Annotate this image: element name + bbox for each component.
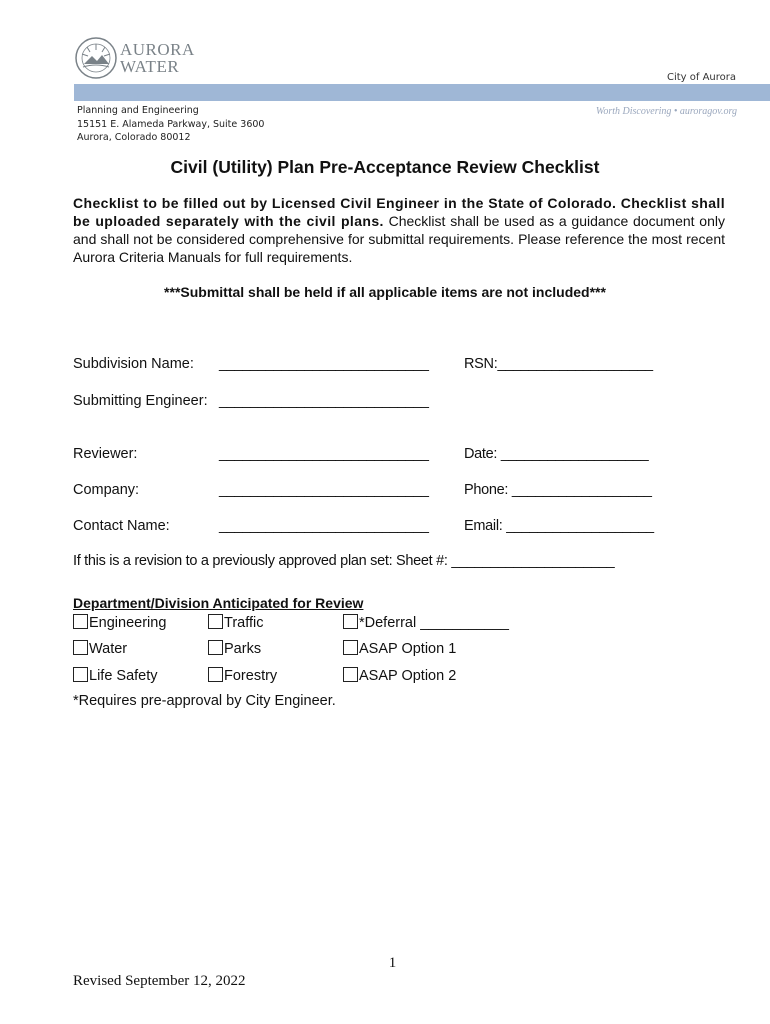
page-number: 1 xyxy=(388,955,397,971)
company-field[interactable]: ___________________________ xyxy=(219,482,429,498)
checkbox-icon[interactable] xyxy=(208,667,223,682)
option-label: Engineering xyxy=(89,615,167,631)
intro-text: Checklist shall be used as a guidance document only and shall not be considered comprehensive for submittal requirements. Please reference the most recent Aurora Criteria Manuals for full requirements. xyxy=(73,213,725,265)
checkbox-traffic[interactable] xyxy=(208,614,263,631)
checkbox-asap-option-2[interactable] xyxy=(343,667,456,684)
reviewer-label: Reviewer: xyxy=(73,446,138,462)
contact-name-label: Contact Name: xyxy=(73,518,170,534)
checkbox-icon[interactable] xyxy=(73,667,88,682)
option-label: ASAP Option 1 xyxy=(359,641,457,657)
phone-field[interactable]: Phone: __________________ xyxy=(464,482,652,498)
sun-mountain-logo-icon xyxy=(74,36,118,80)
date-field[interactable]: Date: ___________________ xyxy=(464,446,649,462)
header-bar xyxy=(74,84,770,101)
option-label: Parks xyxy=(224,641,262,657)
dept-name: Planning and Engineering xyxy=(77,105,199,116)
checkbox-icon[interactable] xyxy=(73,640,88,655)
checkbox-icon[interactable] xyxy=(208,614,223,629)
option-label: *Deferral ___________ xyxy=(359,615,509,631)
checkbox-icon[interactable] xyxy=(343,667,358,682)
checkbox-icon[interactable] xyxy=(73,614,88,629)
tagline: Worth Discovering • auroragov.org xyxy=(595,106,737,117)
checkbox-life-safety[interactable] xyxy=(73,667,158,684)
rsn-field[interactable]: RSN:____________________ xyxy=(464,356,653,372)
logo-line-1: AURORA xyxy=(120,40,195,59)
company-label: Company: xyxy=(73,482,140,498)
email-field[interactable]: Email: ___________________ xyxy=(464,518,654,534)
submitting-engineer-label: Submitting Engineer: xyxy=(73,393,208,409)
subdivision-field[interactable]: ___________________________ xyxy=(219,356,429,372)
option-label: Traffic xyxy=(224,615,264,631)
checkbox-parks[interactable] xyxy=(208,640,261,657)
checkbox-deferral[interactable] xyxy=(343,614,509,631)
revision-sheet-field[interactable]: If this is a revision to a previously approved plan set: Sheet #: _____________________ xyxy=(73,553,615,569)
subdivision-label: Subdivision Name: xyxy=(73,356,194,372)
option-label: Life Safety xyxy=(89,668,158,684)
checkbox-icon[interactable] xyxy=(208,640,223,655)
intro-paragraph xyxy=(73,194,725,266)
submittal-notice: ***Submittal shall be held if all applicable items are not included*** xyxy=(164,284,606,300)
option-label: ASAP Option 2 xyxy=(359,668,457,684)
address-line-1: 15151 E. Alameda Parkway, Suite 3600 xyxy=(77,118,265,130)
checkbox-icon[interactable] xyxy=(343,614,358,629)
revised-date: Revised September 12, 2022 xyxy=(73,973,246,989)
checkbox-icon[interactable] xyxy=(343,640,358,655)
address-line-2: Aurora, Colorado 80012 xyxy=(77,132,191,143)
pre-approval-note: *Requires pre-approval by City Engineer. xyxy=(73,693,336,709)
reviewer-field[interactable]: ___________________________ xyxy=(219,446,429,462)
option-label: Forestry xyxy=(224,668,278,684)
submitting-engineer-field[interactable]: ___________________________ xyxy=(219,393,429,409)
contact-name-field[interactable]: ___________________________ xyxy=(219,518,429,534)
checkbox-asap-option-1[interactable] xyxy=(343,640,456,657)
logo-line-2: WATER xyxy=(120,57,180,76)
checkbox-water[interactable] xyxy=(73,640,127,657)
aurora-water-logo xyxy=(74,36,214,82)
page-title: Civil (Utility) Plan Pre-Acceptance Review Checklist xyxy=(170,157,600,177)
city-name: City of Aurora xyxy=(666,72,736,83)
checkbox-engineering[interactable] xyxy=(73,614,166,631)
intro-bold-text: Checklist to be filled out by Licensed Civil Engineer in the State of Colorado. Checklist shall be uploaded separately with the civil plans. xyxy=(73,195,725,229)
checkbox-forestry[interactable] xyxy=(208,667,277,684)
department-address xyxy=(77,104,264,145)
department-heading: Department/Division Anticipated for Review xyxy=(73,595,364,611)
option-label: Water xyxy=(89,641,128,657)
